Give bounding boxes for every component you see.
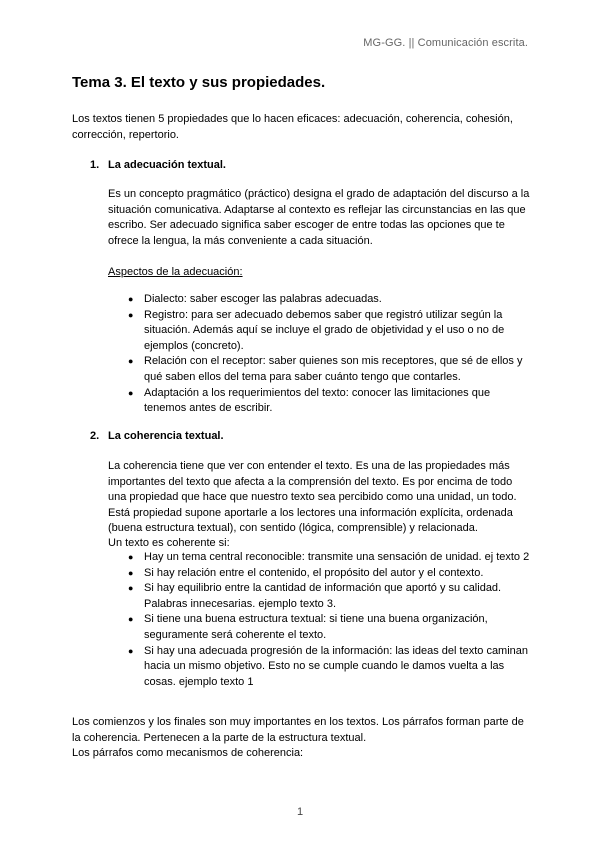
closing-lead: Los párrafos como mecanismos de coherencia: xyxy=(72,747,304,759)
list-item: ● Relación con el receptor: saber quienes son mis receptores, que sé de ellos y qué saben ellos del tema para saber cuánto tengo que contarles. xyxy=(128,355,523,383)
section-1-number: 1. xyxy=(90,159,100,171)
section-2-bullet-list xyxy=(128,550,532,690)
list-item: ● Registro: para ser adecuado debemos saber que registró utilizar según la situación. Además aquí se incluye el grado de objetividad y el uso o no de ejemplos (concreto). xyxy=(128,308,505,352)
bullet-icon: ● xyxy=(128,294,134,304)
bullet-icon: ● xyxy=(128,309,134,320)
bullet-icon: ● xyxy=(128,356,134,367)
closing-paragraph: Los comienzos y los finales son muy importantes en los textos. Los párrafos forman parte de la coherencia. Pertenecen a la parte de la estructura textual. xyxy=(72,716,524,744)
bullet-icon: ● xyxy=(128,645,134,656)
section-1-subheading: Aspectos de la adecuación: xyxy=(108,266,243,278)
intro-paragraph: Los textos tienen 5 propiedades que lo hacen eficaces: adecuación, coherencia, cohesión, corrección, repertorio. xyxy=(72,113,513,141)
section-1-heading xyxy=(90,159,226,171)
section-2-number: 2. xyxy=(90,430,100,442)
section-1-body: Es un concepto pragmático (práctico) designa el grado de adaptación del discurso a la situación comunicativa. Adaptarse al contexto es reflejar las circunstancias en las que escribo. Ser adecuado significa saber escoger de entre todas las opciones que te ofrece la lengua, la más conveniente a cada situación. xyxy=(108,188,530,247)
section-2-title: La coherencia textual. xyxy=(108,430,224,442)
section-2-body: La coherencia tiene que ver con entender el texto. Es una de las propiedades más importantes del texto que afecta a la comprensión del texto. Es por encima de todo una propiedad que hace que nuestro texto sea percibido como una unidad, un todo. Está propiedad supone aportarle a los lectores una información explícita, ordenada (buena estructura textual), con sentido (lógica, comprensible) y relacionada. xyxy=(108,460,517,535)
bullet-icon: ● xyxy=(128,552,134,562)
list-item: ● Si hay una adecuada progresión de la información: las ideas del texto caminan hacia un mismo objetivo. Esto no se cumple cuando le damos vuelta a las cosas. ejemplo texto 1 xyxy=(128,644,529,688)
bullet-icon: ● xyxy=(128,567,134,578)
list-item: ● Hay un tema central reconocible: transmite una sensación de unidad. ej texto 2 xyxy=(144,550,532,566)
running-header: MG-GG. || Comunicación escrita. xyxy=(363,37,528,49)
bullet-icon: ● xyxy=(128,387,134,398)
section-2-lead: Un texto es coherente si: xyxy=(108,537,230,549)
section-1-bullet-list xyxy=(128,292,532,417)
list-item: ● Si hay equilibrio entre la cantidad de información que aportó y su calidad. Palabras innecesarias. ejemplo texto 3. xyxy=(128,582,502,610)
bullet-icon: ● xyxy=(128,614,134,625)
section-2-heading xyxy=(90,430,224,442)
page-number: 1 xyxy=(296,806,304,818)
list-item: ● Si hay relación entre el contenido, el propósito del autor y el contexto. xyxy=(144,566,532,582)
list-item: ● Adaptación a los requerimientos del texto: conocer las limitaciones que tenemos antes de escribir. xyxy=(128,386,491,415)
list-item: ● Si tiene una buena estructura textual: si tiene una buena organización, seguramente será coherente el texto. xyxy=(128,613,488,641)
page-title: Tema 3. El texto y sus propiedades. xyxy=(72,74,326,91)
section-1-title: La adecuación textual. xyxy=(108,159,226,171)
bullet-icon: ● xyxy=(128,583,134,594)
list-item: ● Dialecto: saber escoger las palabras adecuadas. xyxy=(144,292,532,308)
